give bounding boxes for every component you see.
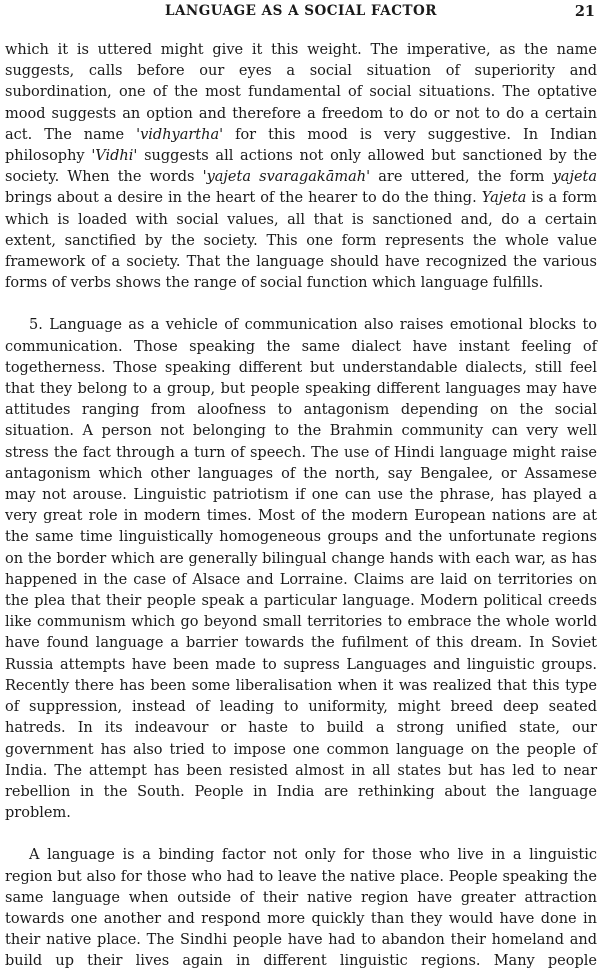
italic-term: 'vidhyartha' bbox=[136, 126, 224, 143]
paragraph bbox=[5, 315, 597, 824]
paragraph bbox=[5, 40, 597, 294]
running-head: LANGUAGE AS A SOCIAL FACTOR bbox=[164, 3, 438, 19]
italic-term: yajeta bbox=[552, 169, 597, 186]
body-text bbox=[5, 40, 597, 973]
page-header bbox=[5, 0, 597, 28]
text-run: for this mood is very suggestive. In Indian philosophy bbox=[5, 126, 598, 165]
text-run: 5. Language as a vehicle of communication also raises emotional blocks to communication. Those speaking the same dialect have instant feeling of togetherness. Those speaking different but understandable dialects, still feel that they belong to a group, but people speaking different languages may have attitudes ranging from aloofness to antagonism depending on the social situation. A person not belonging to the Brahmin community can very well stress the fact through a turn of speech. The use of Hindi language might raise antagonism which other languages of the north, say Bengalee, or Assamese may not arouse. Linguistic patriotism if one can use the phrase, has played a very great role in modern times. Most of the modern European nations are at the same time linguistically homogeneous groups and the unfortunate regions on the border which are generally bilingual change hands with each war, as has happened in the case of Alsace and Lorraine. Claims are laid on territories on the plea that their people speak a particular language. Modern political creeds like communism which go beyond small territories to embrace the whole world have found language a barrier towards the fufilment of this dream. In Soviet Russia attempts have been made to supress Languages and linguistic groups. Recently there has been some liberalisation when it was realized that this type of suppression, instead of leading to uniformity, might breed deep seated hatreds. In its indeavour or haste to build a strong unified state, our government has also tried to impose one common language on the people of India. The attempt has been resisted almost in all states but has led to near rebellion in the South. People in India are rethinking about the language problem. bbox=[5, 317, 597, 822]
text-run: A language is a binding factor not only for those who live in a linguistic region but also for those who had to leave the native place. People speaking the same language when outside of their native region have greater attraction towards one another and respond more quickly than they would have done in their native place. The Sindhi people have had to abandon their homeland and build up their lives again in different linguistic regions. Many people bbox=[5, 847, 597, 970]
paragraph bbox=[5, 845, 597, 972]
text-run: are uttered, the form bbox=[370, 169, 553, 186]
italic-term: 'Vidhi' bbox=[91, 148, 138, 165]
italic-term: Yajeta bbox=[481, 190, 527, 207]
text-run: which it is uttered might give it this weight. The imperative, as the name suggests, calls before our eyes a social situation of superiority and subordination, one of the most fundamental of social situations. The optative mood suggests an option and therefore a freedom to do or not to do a certain act. The name bbox=[5, 42, 597, 143]
text-run: brings about a desire in the heart of the hearer to do the thing. bbox=[5, 190, 482, 207]
page-number: 21 bbox=[574, 3, 595, 20]
text-run: suggests all actions not only allowed but sanctioned by the society. When the words bbox=[5, 148, 597, 186]
text-run: is a form which is loaded with social values, all that is sanctioned and, do a certain extent, sanctified by the society. This one form represents the whole value framework of a society. That the language should have recognized the various forms of verbs shows the range of social function which language fulfills. bbox=[5, 190, 597, 292]
italic-term: 'yajeta svaragakāmah' bbox=[202, 169, 371, 186]
